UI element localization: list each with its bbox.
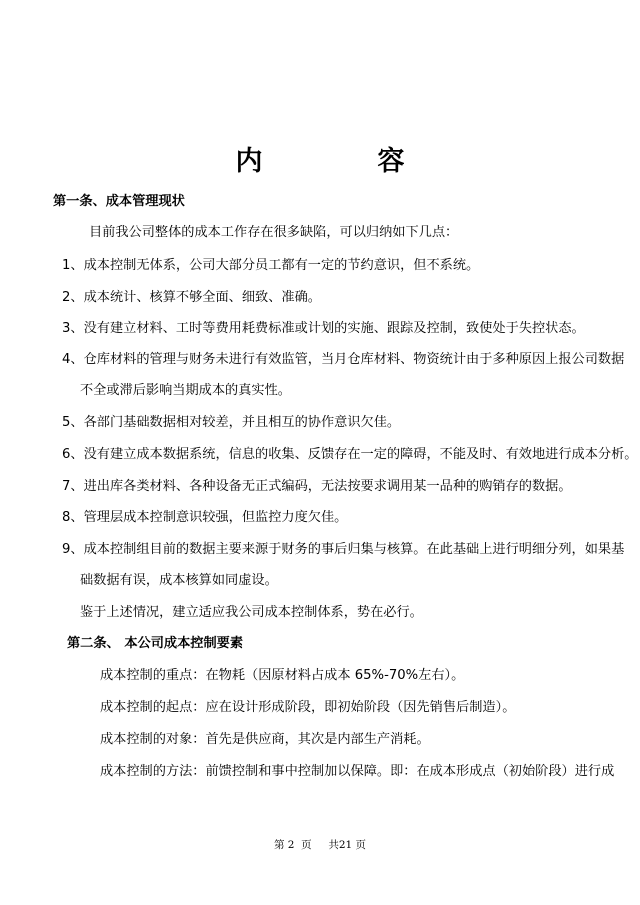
list-item: 4、仓库材料的管理与财务未进行有效监管，当月仓库材料、物资统计由于多种原因上报公司数据 (62, 352, 625, 367)
list-item: 8、管理层成本控制意识较强，但监控力度欠佳。 (62, 510, 348, 525)
list-item: 7、进出库各类材料、各种设备无正式编码，无法按要求调用某一品种的购销存的数据。 (62, 479, 572, 494)
list-item: 成本控制的对象：首先是供应商，其次是内部生产消耗。 (100, 732, 430, 747)
list-item: 成本控制的重点：在物耗（因原材料占成本 65%-70%左右）。 (100, 668, 465, 683)
section-heading: 第一条、成本管理现状 (53, 194, 185, 209)
paragraph: 目前我公司整体的成本工作存在很多缺陷，可以归纳如下几点： (89, 225, 459, 240)
list-item: 3、没有建立材料、工时等费用耗费标准或计划的实施、跟踪及控制，致使处于失控状态。 (62, 321, 585, 336)
list-item: 成本控制的方法：前馈控制和事中控制加以保障。即：在成本形成点（初始阶段）进行成 (100, 764, 615, 779)
page-title: 内 容 (235, 146, 449, 177)
list-item-continuation: 不全或滞后影响当期成本的真实性。 (80, 383, 291, 398)
list-item: 2、成本统计、核算不够全面、细致、准确。 (62, 290, 321, 305)
list-item: 成本控制的起点：应在设计形成阶段，即初始阶段（因先销售后制造）。 (100, 700, 516, 715)
paragraph: 鉴于上述情况，建立适应我公司成本控制体系，势在必行。 (80, 605, 423, 620)
list-item: 9、成本控制组目前的数据主要来源于财务的事后归集与核算。在此基础上进行明细分列，如果基 (62, 542, 625, 557)
list-item: 5、各部门基础数据相对较差，并且相互的协作意识欠佳。 (62, 415, 401, 430)
list-item: 6、没有建立成本数据系统，信息的收集、反馈存在一定的障碍，不能及时、有效地进行成本分析。 (62, 447, 638, 462)
page-footer: 第 2 页 共21 页 (273, 839, 367, 851)
list-item-continuation: 础数据有误，成本核算如同虚设。 (80, 573, 278, 588)
section-heading: 第二条、 本公司成本控制要素 (67, 636, 244, 651)
list-item: 1、成本控制无体系，公司大部分员工都有一定的节约意识，但不系统。 (62, 258, 480, 273)
